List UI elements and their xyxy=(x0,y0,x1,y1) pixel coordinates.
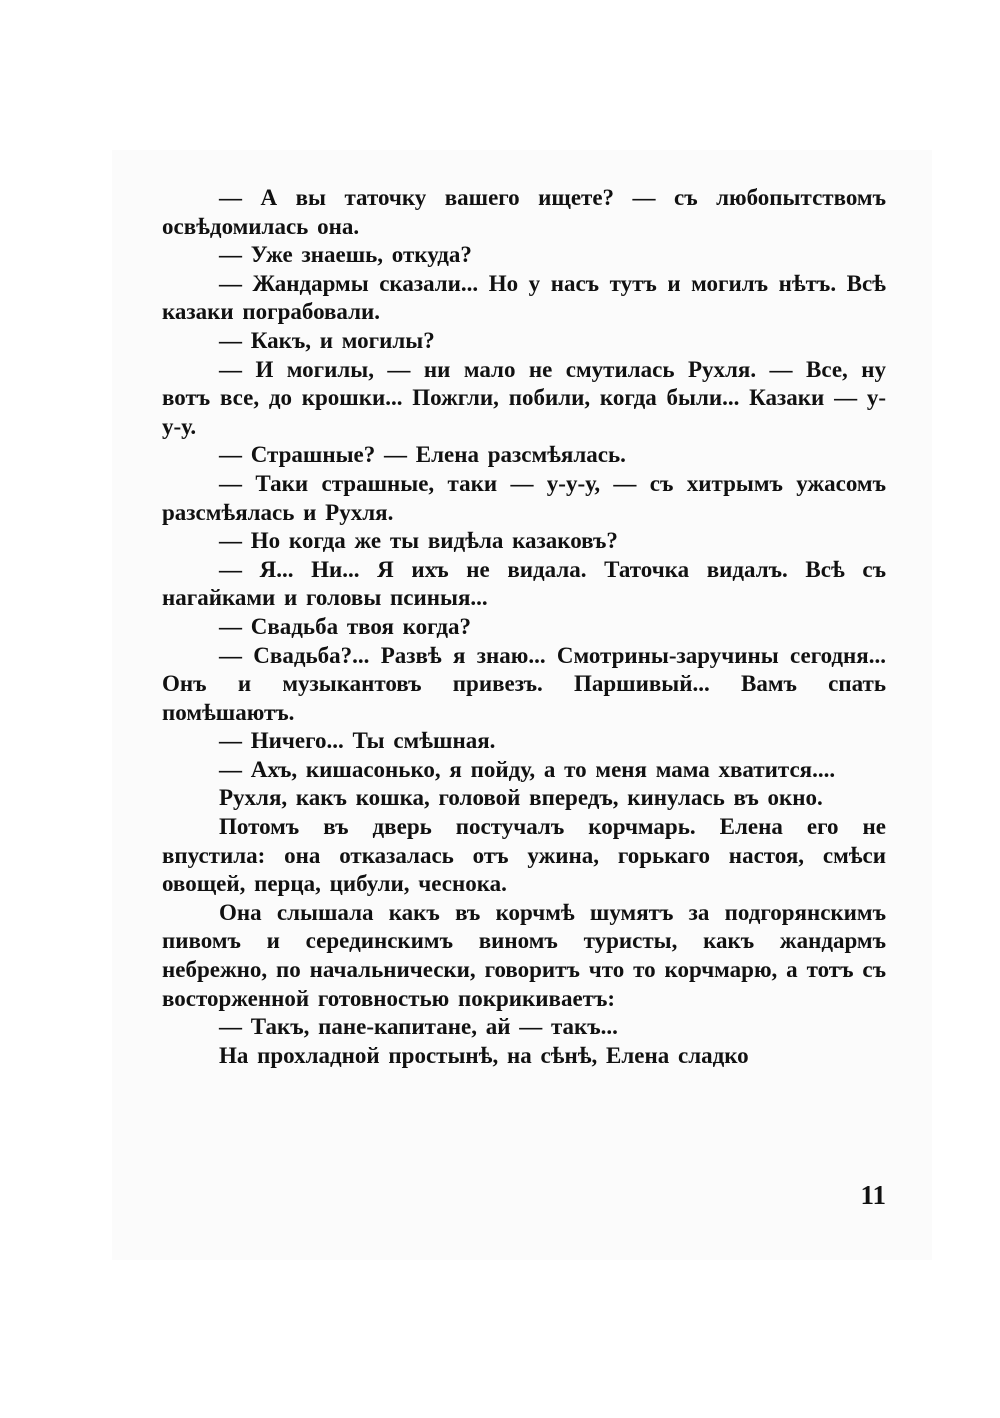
paragraph-4: — Какъ, и могилы? xyxy=(219,327,435,353)
paragraph-2: — Уже знаешь, откуда? xyxy=(219,242,472,268)
paragraph-16: Она слышала какъ въ корчмѣ шумятъ за подгорянскимъ пивомъ и серединскимъ виномъ туристы, какъ жандармъ небрежно, по начальнически, говоритъ что то корчмарю, а тотъ съ восторженной готовностью покрикиваетъ: xyxy=(162,899,886,1011)
paragraph-10: — Свадьба твоя когда? xyxy=(219,613,472,639)
paragraph-8: — Но когда же ты видѣла казаковъ? xyxy=(219,528,618,554)
paragraph-18: На прохладной простынѣ, на сѣнѣ, Елена сладко xyxy=(219,1042,749,1068)
paragraph-6: — Страшные? — Елена разсмѣялась. xyxy=(219,442,626,468)
paragraph-5: — И могилы, — ни мало не смутилась Рухля. — Все, ну вотъ все, до крошки... Пожгли, побили, когда были... Казаки — у-у-у. xyxy=(162,356,886,439)
paragraph-15: Потомъ въ дверь постучалъ корчмарь. Елена его не впустила: она отказалась отъ ужина, горькаго настоя, смѣси овощей, перца, цибули, чеснока. xyxy=(162,814,886,897)
paragraph-7: — Таки страшные, таки — у-у-у, — съ хитрымъ ужасомъ разсмѣялась и Рухля. xyxy=(162,470,886,525)
paragraph-11: — Свадьба?... Развѣ я знаю... Смотрины-заручины сегодня... Онъ и музыкантовъ привезъ. Паршивый... Вамъ спать помѣшаютъ. xyxy=(162,642,886,725)
paragraph-13: — Ахъ, кишасонько, я пойду, а то меня мама хватится.... xyxy=(219,756,836,782)
paragraph-9: — Я... Ни... Я ихъ не видала. Таточка видалъ. Всѣ съ нагайками и головы псиныя... xyxy=(162,556,886,611)
page-body-text xyxy=(162,184,886,1070)
paragraph-17: — Такъ, пане-капитане, ай — такъ... xyxy=(219,1014,618,1040)
paragraph-12: — Ничего... Ты смѣшная. xyxy=(219,728,496,754)
page-number: 11 xyxy=(860,1180,886,1210)
paragraph-3: — Жандармы сказали... Но у насъ тутъ и могилъ нѣтъ. Всѣ казаки пограбовали. xyxy=(162,270,886,325)
paragraph-14: Рухля, какъ кошка, головой впередъ, кинулась въ окно. xyxy=(219,785,823,811)
paragraph-1: — А вы таточку вашего ищете? — съ любопытствомъ освѣдомилась она. xyxy=(162,185,886,239)
